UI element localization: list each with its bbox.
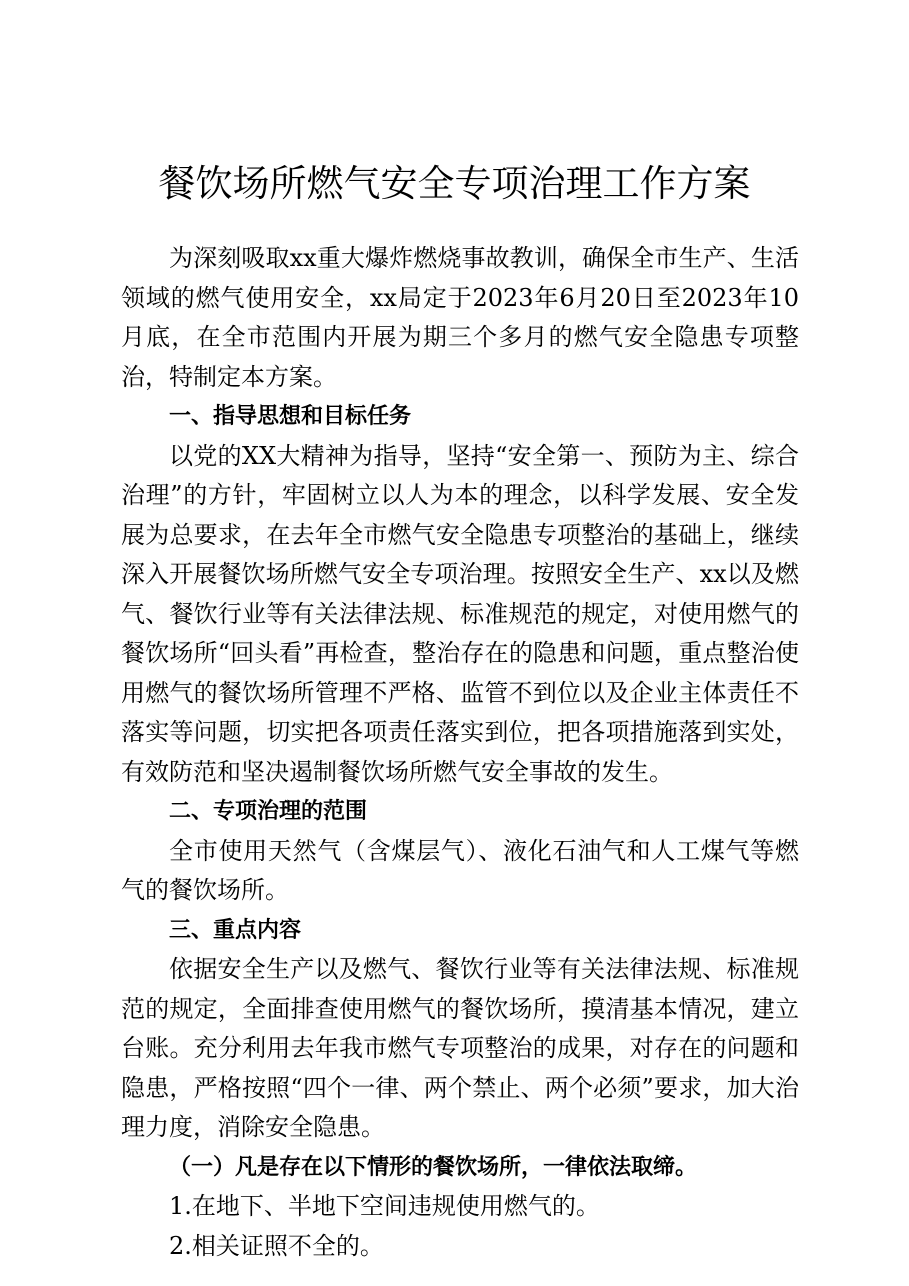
document-title: 餐饮场所燃气安全专项治理工作方案 (158, 162, 751, 205)
section-2-paragraph: 全市使用天然气（含煤层气）、液化石油气和人工煤气等燃气的餐饮场所。 (121, 836, 799, 904)
section-3-paragraph: 依据安全生产以及燃气、餐饮行业等有关法律法规、标准规范的规定，全面排查使用燃气的餐饮场所，摸清基本情况，建立台账。充分利用去年我市燃气专项整治的成果，对存在的问题和隐患，严格按照“四个一律、两个禁止、两个必须”要求，加大治理力度，消除安全隐患。 (121, 955, 799, 1141)
section-1-heading: 一、指导思想和目标任务 (169, 404, 412, 429)
list-item: 1.在地下、半地下空间违规使用燃气的。 (169, 1192, 600, 1220)
document-body (121, 239, 799, 1266)
section-2-heading: 二、专项治理的范围 (169, 799, 368, 824)
list-item: 2.相关证照不全的。 (169, 1231, 384, 1260)
section-3-heading: 三、重点内容 (169, 917, 302, 943)
intro-paragraph: 为深刻吸取xx重大爆炸燃烧事故教训，确保全市生产、生活领域的燃气使用安全，xx局定于2023年6月20日至2023年10月底，在全市范围内开展为期三个多月的燃气安全隐患专项整治，特制定本方案。 (121, 244, 799, 391)
section-3-subheading: （一）凡是存在以下情形的餐饮场所，一律依法取缔。 (169, 1154, 698, 1180)
section-1-paragraph: 以党的XX大精神为指导，坚持“安全第一、预防为主、综合治理”的方针，牢固树立以人为本的理念，以科学发展、安全发展为总要求，在去年全市燃气安全隐患专项整治的基础上，继续深入开展餐饮场所燃气安全专项治理。按照安全生产、xx以及燃气、餐饮行业等有关法律法规、标准规范的规定，对使用燃气的餐饮场所“回头看”再检查，整治存在的隐患和问题，重点整治使用燃气的餐饮场所管理不严格、监管不到位以及企业主体责任不落实等问题，切实把各项责任落实到位，把各项措施落到实处，有效防范和坚决遏制餐饮场所燃气安全事故的发生。 (121, 441, 799, 786)
